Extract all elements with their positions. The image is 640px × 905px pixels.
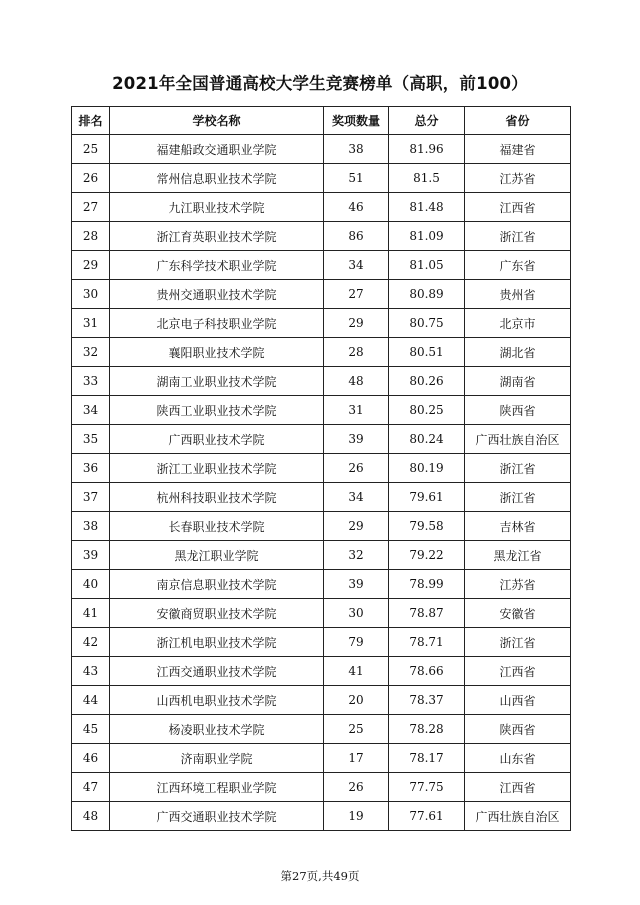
cell-school-name: 福建船政交通职业学院 <box>110 135 324 164</box>
cell-rank: 34 <box>72 396 110 425</box>
cell-total-score: 80.19 <box>389 454 465 483</box>
cell-province: 黑龙江省 <box>465 541 571 570</box>
cell-award-count: 26 <box>324 454 389 483</box>
ranking-table <box>71 106 571 831</box>
table-row <box>72 744 571 773</box>
table-row <box>72 657 571 686</box>
cell-province: 福建省 <box>465 135 571 164</box>
cell-award-count: 38 <box>324 135 389 164</box>
cell-award-count: 79 <box>324 628 389 657</box>
cell-total-score: 78.37 <box>389 686 465 715</box>
cell-school-name: 杭州科技职业技术学院 <box>110 483 324 512</box>
table-row <box>72 512 571 541</box>
cell-total-score: 81.48 <box>389 193 465 222</box>
table-row <box>72 309 571 338</box>
cell-school-name: 长春职业技术学院 <box>110 512 324 541</box>
table-body <box>72 135 571 831</box>
table-row <box>72 193 571 222</box>
cell-total-score: 80.25 <box>389 396 465 425</box>
header-total-score: 总分 <box>389 107 465 135</box>
cell-rank: 25 <box>72 135 110 164</box>
page-title: 2021年全国普通高校大学生竞赛榜单（高职，前100） <box>112 74 528 93</box>
table-row <box>72 715 571 744</box>
cell-school-name: 南京信息职业技术学院 <box>110 570 324 599</box>
cell-award-count: 27 <box>324 280 389 309</box>
cell-school-name: 浙江工业职业技术学院 <box>110 454 324 483</box>
cell-rank: 40 <box>72 570 110 599</box>
header-school-name: 学校名称 <box>110 107 324 135</box>
cell-rank: 43 <box>72 657 110 686</box>
cell-rank: 44 <box>72 686 110 715</box>
cell-rank: 31 <box>72 309 110 338</box>
cell-total-score: 79.58 <box>389 512 465 541</box>
cell-total-score: 81.05 <box>389 251 465 280</box>
cell-province: 湖北省 <box>465 338 571 367</box>
cell-total-score: 77.61 <box>389 802 465 831</box>
table-row <box>72 396 571 425</box>
cell-rank: 26 <box>72 164 110 193</box>
cell-rank: 47 <box>72 773 110 802</box>
cell-total-score: 80.75 <box>389 309 465 338</box>
table-row <box>72 164 571 193</box>
cell-rank: 35 <box>72 425 110 454</box>
cell-school-name: 湖南工业职业技术学院 <box>110 367 324 396</box>
cell-province: 江苏省 <box>465 570 571 599</box>
header-rank: 排名 <box>72 107 110 135</box>
table-row <box>72 773 571 802</box>
cell-award-count: 86 <box>324 222 389 251</box>
cell-rank: 33 <box>72 367 110 396</box>
cell-total-score: 80.51 <box>389 338 465 367</box>
cell-rank: 27 <box>72 193 110 222</box>
cell-award-count: 26 <box>324 773 389 802</box>
cell-award-count: 20 <box>324 686 389 715</box>
table-row <box>72 454 571 483</box>
table-row <box>72 338 571 367</box>
cell-total-score: 79.22 <box>389 541 465 570</box>
cell-school-name: 九江职业技术学院 <box>110 193 324 222</box>
cell-rank: 30 <box>72 280 110 309</box>
cell-total-score: 78.17 <box>389 744 465 773</box>
table-row <box>72 251 571 280</box>
cell-school-name: 贵州交通职业技术学院 <box>110 280 324 309</box>
cell-province: 浙江省 <box>465 222 571 251</box>
cell-school-name: 黑龙江职业学院 <box>110 541 324 570</box>
cell-rank: 42 <box>72 628 110 657</box>
cell-school-name: 济南职业学院 <box>110 744 324 773</box>
cell-province: 陕西省 <box>465 715 571 744</box>
cell-award-count: 19 <box>324 802 389 831</box>
cell-province: 广西壮族自治区 <box>465 425 571 454</box>
header-award-count: 奖项数量 <box>324 107 389 135</box>
cell-province: 山西省 <box>465 686 571 715</box>
page-number: 第27页,共49页 <box>280 869 360 883</box>
cell-award-count: 17 <box>324 744 389 773</box>
cell-rank: 29 <box>72 251 110 280</box>
cell-total-score: 81.09 <box>389 222 465 251</box>
cell-total-score: 80.26 <box>389 367 465 396</box>
cell-school-name: 浙江育英职业技术学院 <box>110 222 324 251</box>
table-row <box>72 628 571 657</box>
cell-award-count: 30 <box>324 599 389 628</box>
cell-award-count: 34 <box>324 483 389 512</box>
cell-school-name: 江西环境工程职业学院 <box>110 773 324 802</box>
cell-province: 浙江省 <box>465 483 571 512</box>
cell-total-score: 79.61 <box>389 483 465 512</box>
cell-province: 北京市 <box>465 309 571 338</box>
cell-province: 贵州省 <box>465 280 571 309</box>
table-row <box>72 570 571 599</box>
cell-school-name: 陕西工业职业技术学院 <box>110 396 324 425</box>
cell-total-score: 78.87 <box>389 599 465 628</box>
cell-award-count: 48 <box>324 367 389 396</box>
table-row <box>72 222 571 251</box>
cell-total-score: 81.96 <box>389 135 465 164</box>
cell-award-count: 34 <box>324 251 389 280</box>
cell-total-score: 78.71 <box>389 628 465 657</box>
cell-rank: 38 <box>72 512 110 541</box>
cell-school-name: 浙江机电职业技术学院 <box>110 628 324 657</box>
header-province: 省份 <box>465 107 571 135</box>
cell-award-count: 28 <box>324 338 389 367</box>
cell-award-count: 29 <box>324 309 389 338</box>
cell-school-name: 广西交通职业技术学院 <box>110 802 324 831</box>
cell-total-score: 78.66 <box>389 657 465 686</box>
table-row <box>72 425 571 454</box>
cell-province: 陕西省 <box>465 396 571 425</box>
table-row <box>72 280 571 309</box>
cell-province: 江西省 <box>465 193 571 222</box>
cell-school-name: 江西交通职业技术学院 <box>110 657 324 686</box>
cell-rank: 45 <box>72 715 110 744</box>
table-row <box>72 483 571 512</box>
table-header-row <box>72 107 571 135</box>
table-row <box>72 686 571 715</box>
table-row <box>72 802 571 831</box>
table-row <box>72 599 571 628</box>
cell-award-count: 51 <box>324 164 389 193</box>
cell-province: 湖南省 <box>465 367 571 396</box>
cell-school-name: 广东科学技术职业学院 <box>110 251 324 280</box>
cell-province: 江西省 <box>465 657 571 686</box>
cell-rank: 41 <box>72 599 110 628</box>
cell-province: 广西壮族自治区 <box>465 802 571 831</box>
cell-award-count: 32 <box>324 541 389 570</box>
cell-school-name: 广西职业技术学院 <box>110 425 324 454</box>
cell-rank: 48 <box>72 802 110 831</box>
cell-award-count: 46 <box>324 193 389 222</box>
cell-total-score: 77.75 <box>389 773 465 802</box>
cell-award-count: 29 <box>324 512 389 541</box>
cell-award-count: 31 <box>324 396 389 425</box>
cell-award-count: 39 <box>324 570 389 599</box>
cell-province: 吉林省 <box>465 512 571 541</box>
cell-award-count: 25 <box>324 715 389 744</box>
table-row <box>72 367 571 396</box>
cell-province: 浙江省 <box>465 454 571 483</box>
cell-school-name: 襄阳职业技术学院 <box>110 338 324 367</box>
table-row <box>72 541 571 570</box>
cell-total-score: 78.99 <box>389 570 465 599</box>
cell-province: 广东省 <box>465 251 571 280</box>
cell-province: 浙江省 <box>465 628 571 657</box>
cell-province: 江苏省 <box>465 164 571 193</box>
cell-total-score: 80.24 <box>389 425 465 454</box>
cell-school-name: 安徽商贸职业技术学院 <box>110 599 324 628</box>
table-row <box>72 135 571 164</box>
cell-school-name: 山西机电职业技术学院 <box>110 686 324 715</box>
cell-total-score: 78.28 <box>389 715 465 744</box>
cell-rank: 28 <box>72 222 110 251</box>
cell-rank: 36 <box>72 454 110 483</box>
cell-rank: 46 <box>72 744 110 773</box>
cell-total-score: 80.89 <box>389 280 465 309</box>
cell-school-name: 杨凌职业技术学院 <box>110 715 324 744</box>
cell-province: 山东省 <box>465 744 571 773</box>
cell-total-score: 81.5 <box>389 164 465 193</box>
cell-rank: 39 <box>72 541 110 570</box>
cell-province: 江西省 <box>465 773 571 802</box>
cell-award-count: 41 <box>324 657 389 686</box>
cell-school-name: 常州信息职业技术学院 <box>110 164 324 193</box>
cell-rank: 37 <box>72 483 110 512</box>
cell-rank: 32 <box>72 338 110 367</box>
cell-province: 安徽省 <box>465 599 571 628</box>
cell-school-name: 北京电子科技职业学院 <box>110 309 324 338</box>
cell-award-count: 39 <box>324 425 389 454</box>
